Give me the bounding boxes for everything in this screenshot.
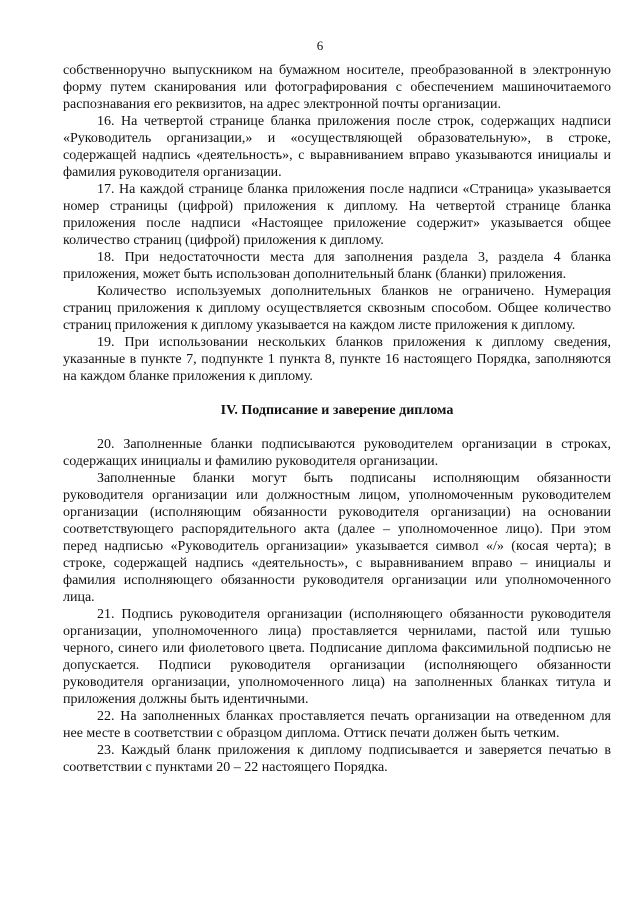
paragraph-item-23: 23. Каждый бланк приложения к диплому подписывается и заверяется печатью в соответствии с пунктами 20 – 22 настоящего Порядка. [63, 743, 611, 775]
paragraph-item-18-continued: Количество используемых дополнительных бланков не ограничено. Нумерация страниц приложения к диплому осуществляется сквозным способом. Общее количество страниц приложения к диплому указывается на каждом листе приложения к диплому. [63, 284, 611, 333]
document-body [63, 62, 611, 776]
section-heading: IV. Подписание и заверение диплома [220, 403, 454, 418]
paragraph-item-22: 22. На заполненных бланках проставляется печать организации на отведенном для нее месте в соответствии с образцом диплома. Оттиск печати должен быть четким. [63, 709, 611, 741]
paragraph-item-19: 19. При использовании нескольких бланков приложения к диплому сведения, указанные в пункте 7, подпункте 1 пункта 8, пункте 16 настоящего Порядка, заполняются на каждом бланке приложения к диплому. [63, 335, 611, 384]
paragraph-item-20: 20. Заполненные бланки подписываются руководителем организации в строках, содержащих инициалы и фамилию руководителя организации. [63, 437, 611, 469]
paragraph-item-17: 17. На каждой странице бланка приложения после надписи «Страница» указывается номер страницы (цифрой) приложения к диплому. На четвертой странице бланка приложения после надписи «Настоящее приложение содержит» указывается общее количество страниц (цифрой) приложения к диплому. [63, 182, 611, 248]
paragraph-item-18: 18. При недостаточности места для заполнения раздела 3, раздела 4 бланка приложения, может быть использован дополнительный бланк (бланки) приложения. [63, 250, 611, 282]
paragraph-item-16: 16. На четвертой странице бланка приложения после строк, содержащих надписи «Руководитель организации,» и «осуществляющей образовательную», в строке, содержащей надпись «деятельность», с выравниванием вправо указываются инициалы и фамилия руководителя организации. [63, 114, 611, 180]
page-number: 6 [316, 38, 324, 53]
paragraph-item-21: 21. Подпись руководителя организации (исполняющего обязанности руководителя организации, уполномоченного лица) проставляется чернилами, пастой или тушью черного, синего или фиолетового цвета. Подписание диплома факсимильной подписью не допускается. Подписи руководителя организации (исполняющего обязанности руководителя организации, уполномоченного лица) на заполненных бланках титула и приложения должны быть идентичными. [63, 607, 611, 707]
paragraph-continuation: собственноручно выпускником на бумажном носителе, преобразованной в электронную форму путем сканирования или фотографирования с обеспечением машиночитаемого распознавания его реквизитов, на адрес электронной почты организации. [63, 63, 611, 112]
paragraph-item-20-continued: Заполненные бланки могут быть подписаны исполняющим обязанности руководителя организации или должностным лицом, уполномоченным руководителем организации (исполняющим обязанности руководителя организации) на основании соответствующего распорядительного акта (далее – уполномоченное лицо). При этом перед надписью «Руководитель организации» указывается символ «/» (косая черта); в строке, содержащей надпись «деятельность», с выравниванием вправо – инициалы и фамилия исполняющего обязанности руководителя организации или уполномоченного лица. [63, 471, 611, 605]
